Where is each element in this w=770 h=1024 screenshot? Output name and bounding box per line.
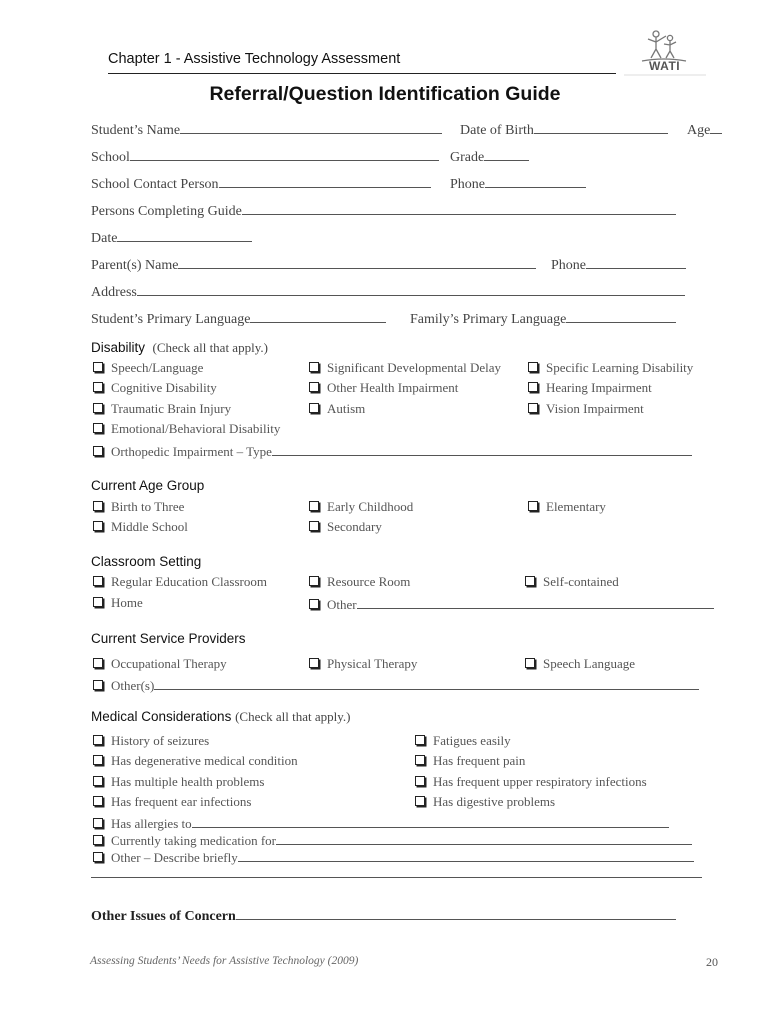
- option-label: Self-contained: [543, 574, 619, 589]
- option-label: Vision Impairment: [546, 401, 644, 416]
- chapter-title: Chapter 1 - Assistive Technology Assessment: [108, 51, 401, 67]
- orthopedic-type-field[interactable]: [272, 442, 692, 456]
- option-label: Has digestive problems: [433, 794, 556, 809]
- checkbox-icon[interactable]: [528, 362, 538, 372]
- contact-field[interactable]: [219, 174, 431, 188]
- checkbox-icon[interactable]: [93, 446, 103, 456]
- option-label: Other: [327, 597, 357, 612]
- classroom-heading: Classroom Setting: [91, 554, 202, 569]
- checkbox-allergies[interactable]: [93, 814, 669, 832]
- option-label: Autism: [327, 401, 366, 416]
- age-label: Age: [687, 123, 711, 138]
- checkbox-tbi[interactable]: [93, 401, 231, 417]
- option-label: Resource Room: [327, 574, 411, 589]
- checkbox-autism[interactable]: [309, 401, 365, 417]
- checkbox-emotional[interactable]: [93, 421, 280, 437]
- checkbox-icon[interactable]: [93, 501, 103, 511]
- checkbox-secondary[interactable]: [309, 519, 382, 535]
- phone-row: [450, 174, 586, 193]
- date-field[interactable]: [117, 228, 252, 242]
- students-name-label: Student’s Name: [91, 123, 181, 138]
- checkbox-physical[interactable]: [309, 656, 417, 672]
- family-language-row: [410, 309, 676, 328]
- option-label: Other Health Impairment: [327, 380, 459, 395]
- option-label: Cognitive Disability: [111, 380, 217, 395]
- age-row: [687, 120, 722, 139]
- checkbox-icon[interactable]: [93, 796, 103, 806]
- family-language-label: Family’s Primary Language: [410, 312, 567, 327]
- persons-field[interactable]: [242, 201, 676, 215]
- checkbox-icon[interactable]: [309, 599, 319, 609]
- grade-field[interactable]: [484, 147, 529, 161]
- student-language-row: [91, 309, 386, 328]
- checkbox-regular-classroom[interactable]: [93, 574, 267, 590]
- option-label: Has frequent upper respiratory infections: [433, 774, 647, 789]
- checkbox-respiratory[interactable]: [415, 774, 647, 790]
- option-label: Specific Learning Disability: [546, 360, 694, 375]
- option-label: Birth to Three: [111, 499, 185, 514]
- school-label: School: [91, 150, 130, 165]
- page-title: Referral/Question Identification Guide: [209, 83, 561, 105]
- medication-field[interactable]: [276, 831, 692, 845]
- checkbox-icon[interactable]: [93, 776, 103, 786]
- checkbox-birth-to-three[interactable]: [93, 499, 184, 515]
- classroom-other-field[interactable]: [357, 595, 714, 609]
- address-label: Address: [91, 285, 137, 300]
- providers-heading: Current Service Providers: [91, 631, 246, 646]
- option-label: Has degenerative medical condition: [111, 753, 298, 768]
- students-name-row: [91, 120, 442, 139]
- option-label: Other(s): [111, 678, 155, 693]
- checkbox-seizures[interactable]: [93, 733, 209, 749]
- dob-field[interactable]: [534, 120, 668, 134]
- address-row: [91, 282, 685, 301]
- checkbox-ear-infections[interactable]: [93, 794, 251, 810]
- option-label: Regular Education Classroom: [111, 574, 267, 589]
- checkbox-icon[interactable]: [93, 755, 103, 765]
- parent-phone-label: Phone: [551, 258, 586, 273]
- checkbox-fatigues[interactable]: [415, 733, 511, 749]
- checkbox-multiple-health[interactable]: [93, 774, 264, 790]
- option-label: Speech/Language: [111, 360, 204, 375]
- medical-extra-line[interactable]: [91, 877, 702, 878]
- option-label: Hearing Impairment: [546, 380, 652, 395]
- age-field[interactable]: [710, 120, 722, 134]
- checkbox-icon[interactable]: [93, 818, 103, 828]
- checkbox-self-contained[interactable]: [525, 574, 619, 590]
- checkbox-medication[interactable]: [93, 831, 692, 849]
- option-label: Traumatic Brain Injury: [111, 401, 232, 416]
- other-issues-label: Other Issues of Concern: [91, 909, 236, 924]
- option-label: Emotional/Behavioral Disability: [111, 421, 281, 436]
- checkbox-icon[interactable]: [415, 735, 425, 745]
- option-label: Has multiple health problems: [111, 774, 265, 789]
- checkbox-degenerative[interactable]: [93, 753, 298, 769]
- checkbox-icon[interactable]: [93, 852, 103, 862]
- option-label: Has frequent pain: [433, 753, 526, 768]
- checkbox-pain[interactable]: [415, 753, 525, 769]
- grade-row: [450, 147, 529, 166]
- checkbox-icon[interactable]: [309, 576, 319, 586]
- checkbox-icon[interactable]: [93, 521, 103, 531]
- option-label: Currently taking medication for: [111, 833, 276, 848]
- option-label: Orthopedic Impairment – Type: [111, 444, 272, 459]
- checkbox-icon[interactable]: [309, 403, 319, 413]
- checkbox-icon[interactable]: [415, 776, 425, 786]
- checkbox-resource-room[interactable]: [309, 574, 410, 590]
- checkbox-speech-therapy[interactable]: [525, 656, 635, 672]
- option-label: Occupational Therapy: [111, 656, 227, 671]
- family-language-field[interactable]: [566, 309, 676, 323]
- checkbox-icon[interactable]: [93, 403, 103, 413]
- address-field[interactable]: [137, 282, 685, 296]
- date-row: [91, 228, 252, 247]
- school-row: [91, 147, 439, 166]
- checkbox-learning-disability[interactable]: [528, 360, 693, 376]
- age-group-heading: Current Age Group: [91, 478, 205, 493]
- option-label: Has frequent ear infections: [111, 794, 252, 809]
- medical-heading: [91, 709, 351, 725]
- checkbox-icon[interactable]: [93, 680, 103, 690]
- header-rule: [108, 73, 616, 74]
- parents-field[interactable]: [178, 255, 536, 269]
- option-label: Early Childhood: [327, 499, 414, 514]
- school-field[interactable]: [130, 147, 439, 161]
- medical-other-field[interactable]: [238, 848, 694, 862]
- disability-heading: [91, 340, 268, 356]
- option-label: Other – Describe briefly: [111, 850, 238, 865]
- checkbox-icon[interactable]: [309, 521, 319, 531]
- checkbox-occupational[interactable]: [93, 656, 227, 672]
- checkbox-icon[interactable]: [528, 382, 538, 392]
- checkbox-icon[interactable]: [309, 382, 319, 392]
- option-label: Fatigues easily: [433, 733, 511, 748]
- checkbox-classroom-other[interactable]: [309, 595, 714, 613]
- allergies-field[interactable]: [192, 814, 669, 828]
- student-language-field[interactable]: [250, 309, 386, 323]
- option-label: Significant Developmental Delay: [327, 360, 502, 375]
- checkbox-other-health[interactable]: [309, 380, 458, 396]
- option-label: Physical Therapy: [327, 656, 418, 671]
- phone-label: Phone: [450, 177, 485, 192]
- option-label: History of seizures: [111, 733, 210, 748]
- parents-label: Parent(s) Name: [91, 258, 179, 273]
- dob-row: [460, 120, 668, 139]
- disability-note: (Check all that apply.): [152, 340, 268, 355]
- checkbox-developmental-delay[interactable]: [309, 360, 501, 376]
- persons-row: [91, 201, 676, 220]
- checkbox-icon[interactable]: [309, 501, 319, 511]
- checkbox-digestive[interactable]: [415, 794, 555, 810]
- checkbox-icon[interactable]: [93, 597, 103, 607]
- persons-label: Persons Completing Guide: [91, 204, 242, 219]
- checkbox-icon[interactable]: [415, 755, 425, 765]
- other-issues-row: [91, 906, 676, 925]
- checkbox-icon[interactable]: [309, 658, 319, 668]
- checkbox-medical-other[interactable]: [93, 848, 694, 866]
- option-label: Elementary: [546, 499, 606, 514]
- checkbox-cognitive[interactable]: [93, 380, 217, 396]
- providers-other-field[interactable]: [154, 676, 699, 690]
- checkbox-icon[interactable]: [309, 362, 319, 372]
- checkbox-orthopedic[interactable]: [93, 442, 692, 460]
- other-issues-field[interactable]: [236, 906, 676, 920]
- footer-text: Assessing Students’ Needs for Assistive Technology (2009): [90, 955, 359, 967]
- phone-field[interactable]: [485, 174, 586, 188]
- medical-note: (Check all that apply.): [235, 709, 351, 724]
- wati-logo: [618, 27, 710, 79]
- checkbox-icon[interactable]: [93, 423, 103, 433]
- option-label: Secondary: [327, 519, 382, 534]
- checkbox-early-childhood[interactable]: [309, 499, 413, 515]
- checkbox-vision[interactable]: [528, 401, 644, 417]
- grade-label: Grade: [450, 150, 485, 165]
- checkbox-icon[interactable]: [93, 382, 103, 392]
- student-language-label: Student’s Primary Language: [91, 312, 251, 327]
- disability-heading-text: Disability: [91, 340, 146, 355]
- option-label: Has allergies to: [111, 816, 192, 831]
- parents-row: [91, 255, 536, 274]
- date-label: Date: [91, 231, 118, 246]
- option-label: Home: [111, 595, 143, 610]
- checkbox-icon[interactable]: [93, 658, 103, 668]
- checkbox-icon[interactable]: [93, 735, 103, 745]
- parent-phone-row: [551, 255, 686, 274]
- students-name-field[interactable]: [180, 120, 442, 134]
- checkbox-speech-language[interactable]: [93, 360, 203, 376]
- checkbox-icon[interactable]: [93, 835, 103, 845]
- checkbox-icon[interactable]: [93, 576, 103, 586]
- checkbox-icon[interactable]: [525, 658, 535, 668]
- checkbox-icon[interactable]: [528, 403, 538, 413]
- checkbox-hearing[interactable]: [528, 380, 652, 396]
- medical-heading-text: Medical Considerations: [91, 709, 232, 724]
- parent-phone-field[interactable]: [586, 255, 686, 269]
- page-number: 20: [706, 955, 718, 969]
- checkbox-icon[interactable]: [528, 501, 538, 511]
- checkbox-icon[interactable]: [415, 796, 425, 806]
- checkbox-providers-other[interactable]: [93, 676, 699, 694]
- checkbox-home[interactable]: [93, 595, 143, 611]
- option-label: Middle School: [111, 519, 188, 534]
- checkbox-icon[interactable]: [525, 576, 535, 586]
- checkbox-middle-school[interactable]: [93, 519, 188, 535]
- checkbox-elementary[interactable]: [528, 499, 606, 515]
- contact-row: [91, 174, 431, 193]
- logo-text: WATI: [649, 59, 681, 73]
- checkbox-icon[interactable]: [93, 362, 103, 372]
- option-label: Speech Language: [543, 656, 636, 671]
- dob-label: Date of Birth: [460, 123, 534, 138]
- contact-label: School Contact Person: [91, 177, 219, 192]
